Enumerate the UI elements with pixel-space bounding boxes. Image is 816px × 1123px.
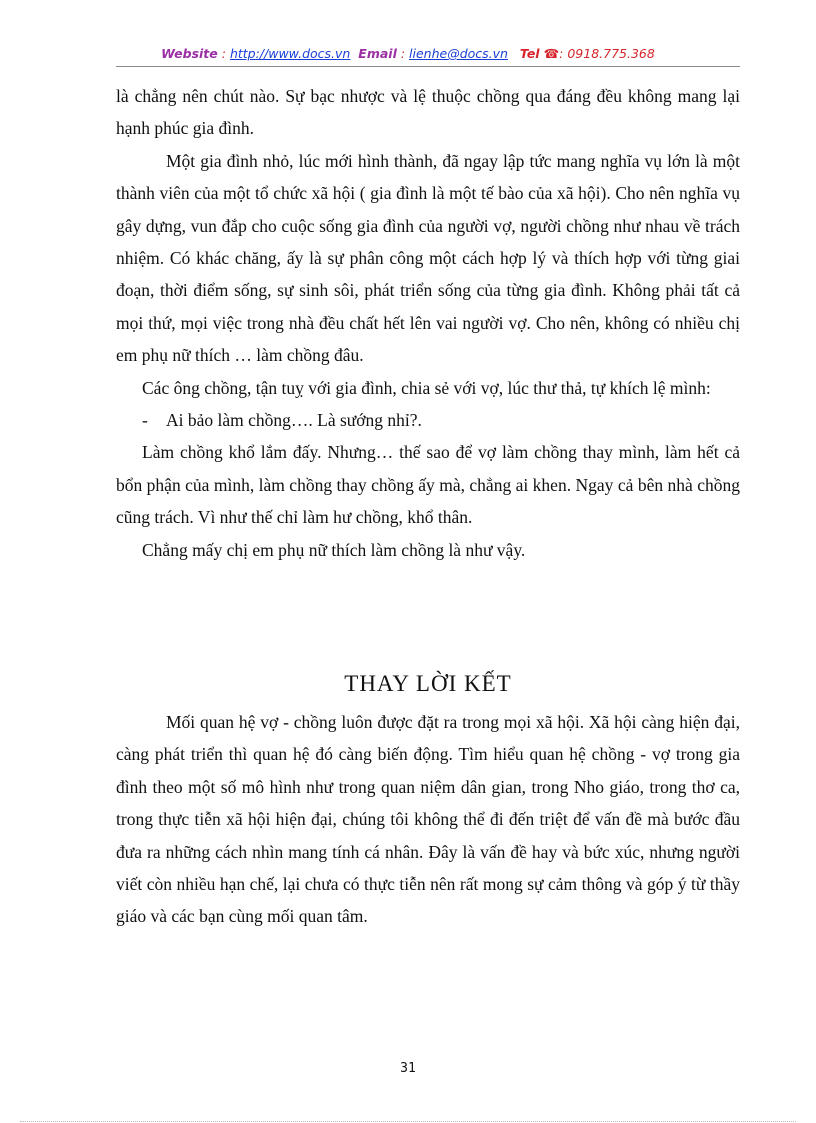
phone-icon: ☎ (543, 46, 560, 61)
paragraph-1: là chẳng nên chút nào. Sự bạc nhược và lệ thuộc chồng qua đáng đều không mang lại hạnh phúc gia đình. (116, 86, 740, 139)
section-title: THAY LỜI KẾT (344, 671, 512, 696)
dash-marker: - (142, 410, 148, 431)
website-label: Website (161, 46, 218, 61)
website-separator: : (217, 46, 230, 61)
body-text (116, 80, 740, 566)
conclusion-paragraph: Mối quan hệ vợ - chồng luôn được đặt ra trong mọi xã hội. Xã hội càng hiện đại, càng phát triển thì quan hệ đó càng biến động. Tìm hiểu quan hệ chồng - vợ trong gia đình theo một số mô hình như trong quan niệm dân gian, trong Nho giáo, trong thơ ca, trong thực tiễn xã hội hiện đại, chúng tôi không thể đi đến triệt để vấn đề mà bước đầu đưa ra những cách nhìn mang tính cá nhân. Đây là vấn đề hay và bức xúc, nhưng người viết còn nhiều hạn chế, lại chưa có thực tiễn nên rất mong sự cảm thông và góp ý từ thầy giáo và các bạn cùng mối quan tâm. (116, 712, 740, 927)
paragraph-5: Chẳng mấy chị em phụ nữ thích làm chồng là như vậy. (142, 539, 526, 560)
website-link[interactable]: http://www.docs.vn (229, 46, 351, 61)
paragraph-3: Các ông chồng, tận tuỵ với gia đình, chia sẻ với vợ, lúc thư thả, tự khích lệ mình: (142, 377, 711, 398)
email-separator: : (396, 46, 410, 61)
paragraph-4: Làm chồng khổ lắm đấy. Nhưng… thế sao để vợ làm chồng thay mình, làm hết cả bổn phận của mình, làm chồng thay chồng ấy mà, chẳng ai khen. Ngay cả bên nhà chồng cũng trách. Vì như thế chỉ làm hư chồng, khổ thân. (116, 442, 740, 528)
conclusion-text (116, 706, 740, 933)
dialogue-line (116, 404, 740, 436)
tel-value: : 0918.775.368 (559, 46, 655, 61)
dialogue-text: Ai bảo làm chồng…. Là sướng nhỉ?. (166, 410, 422, 431)
paragraph-2: Một gia đình nhỏ, lúc mới hình thành, đã ngay lập tức mang nghĩa vụ lớn là một thành viên của một tổ chức xã hội ( gia đình là một tế bào của xã hội). Cho nên nghĩa vụ gây dựng, vun đắp cho cuộc sống gia đình của người vợ, người chồng như nhau về trách nhiệm. Có khác chăng, ấy là sự phân công một cách hợp lý và thích hợp với từng giai đoạn, thời điểm sống, sự sinh sôi, phát triển sống của từng gia đình. Không phải tất cả mọi thứ, mọi việc trong nhà đều chất hết lên vai người vợ. Cho nên, không có nhiều chị em phụ nữ thích … làm chồng đâu. (116, 150, 740, 366)
email-link[interactable]: lienhe@docs.vn (409, 46, 508, 61)
footer-divider (20, 1121, 796, 1122)
tel-label: Tel (519, 46, 540, 61)
email-label: Email (358, 46, 397, 61)
header-divider (116, 66, 740, 67)
page-header (0, 46, 816, 61)
page-number: 31 (400, 1061, 416, 1076)
